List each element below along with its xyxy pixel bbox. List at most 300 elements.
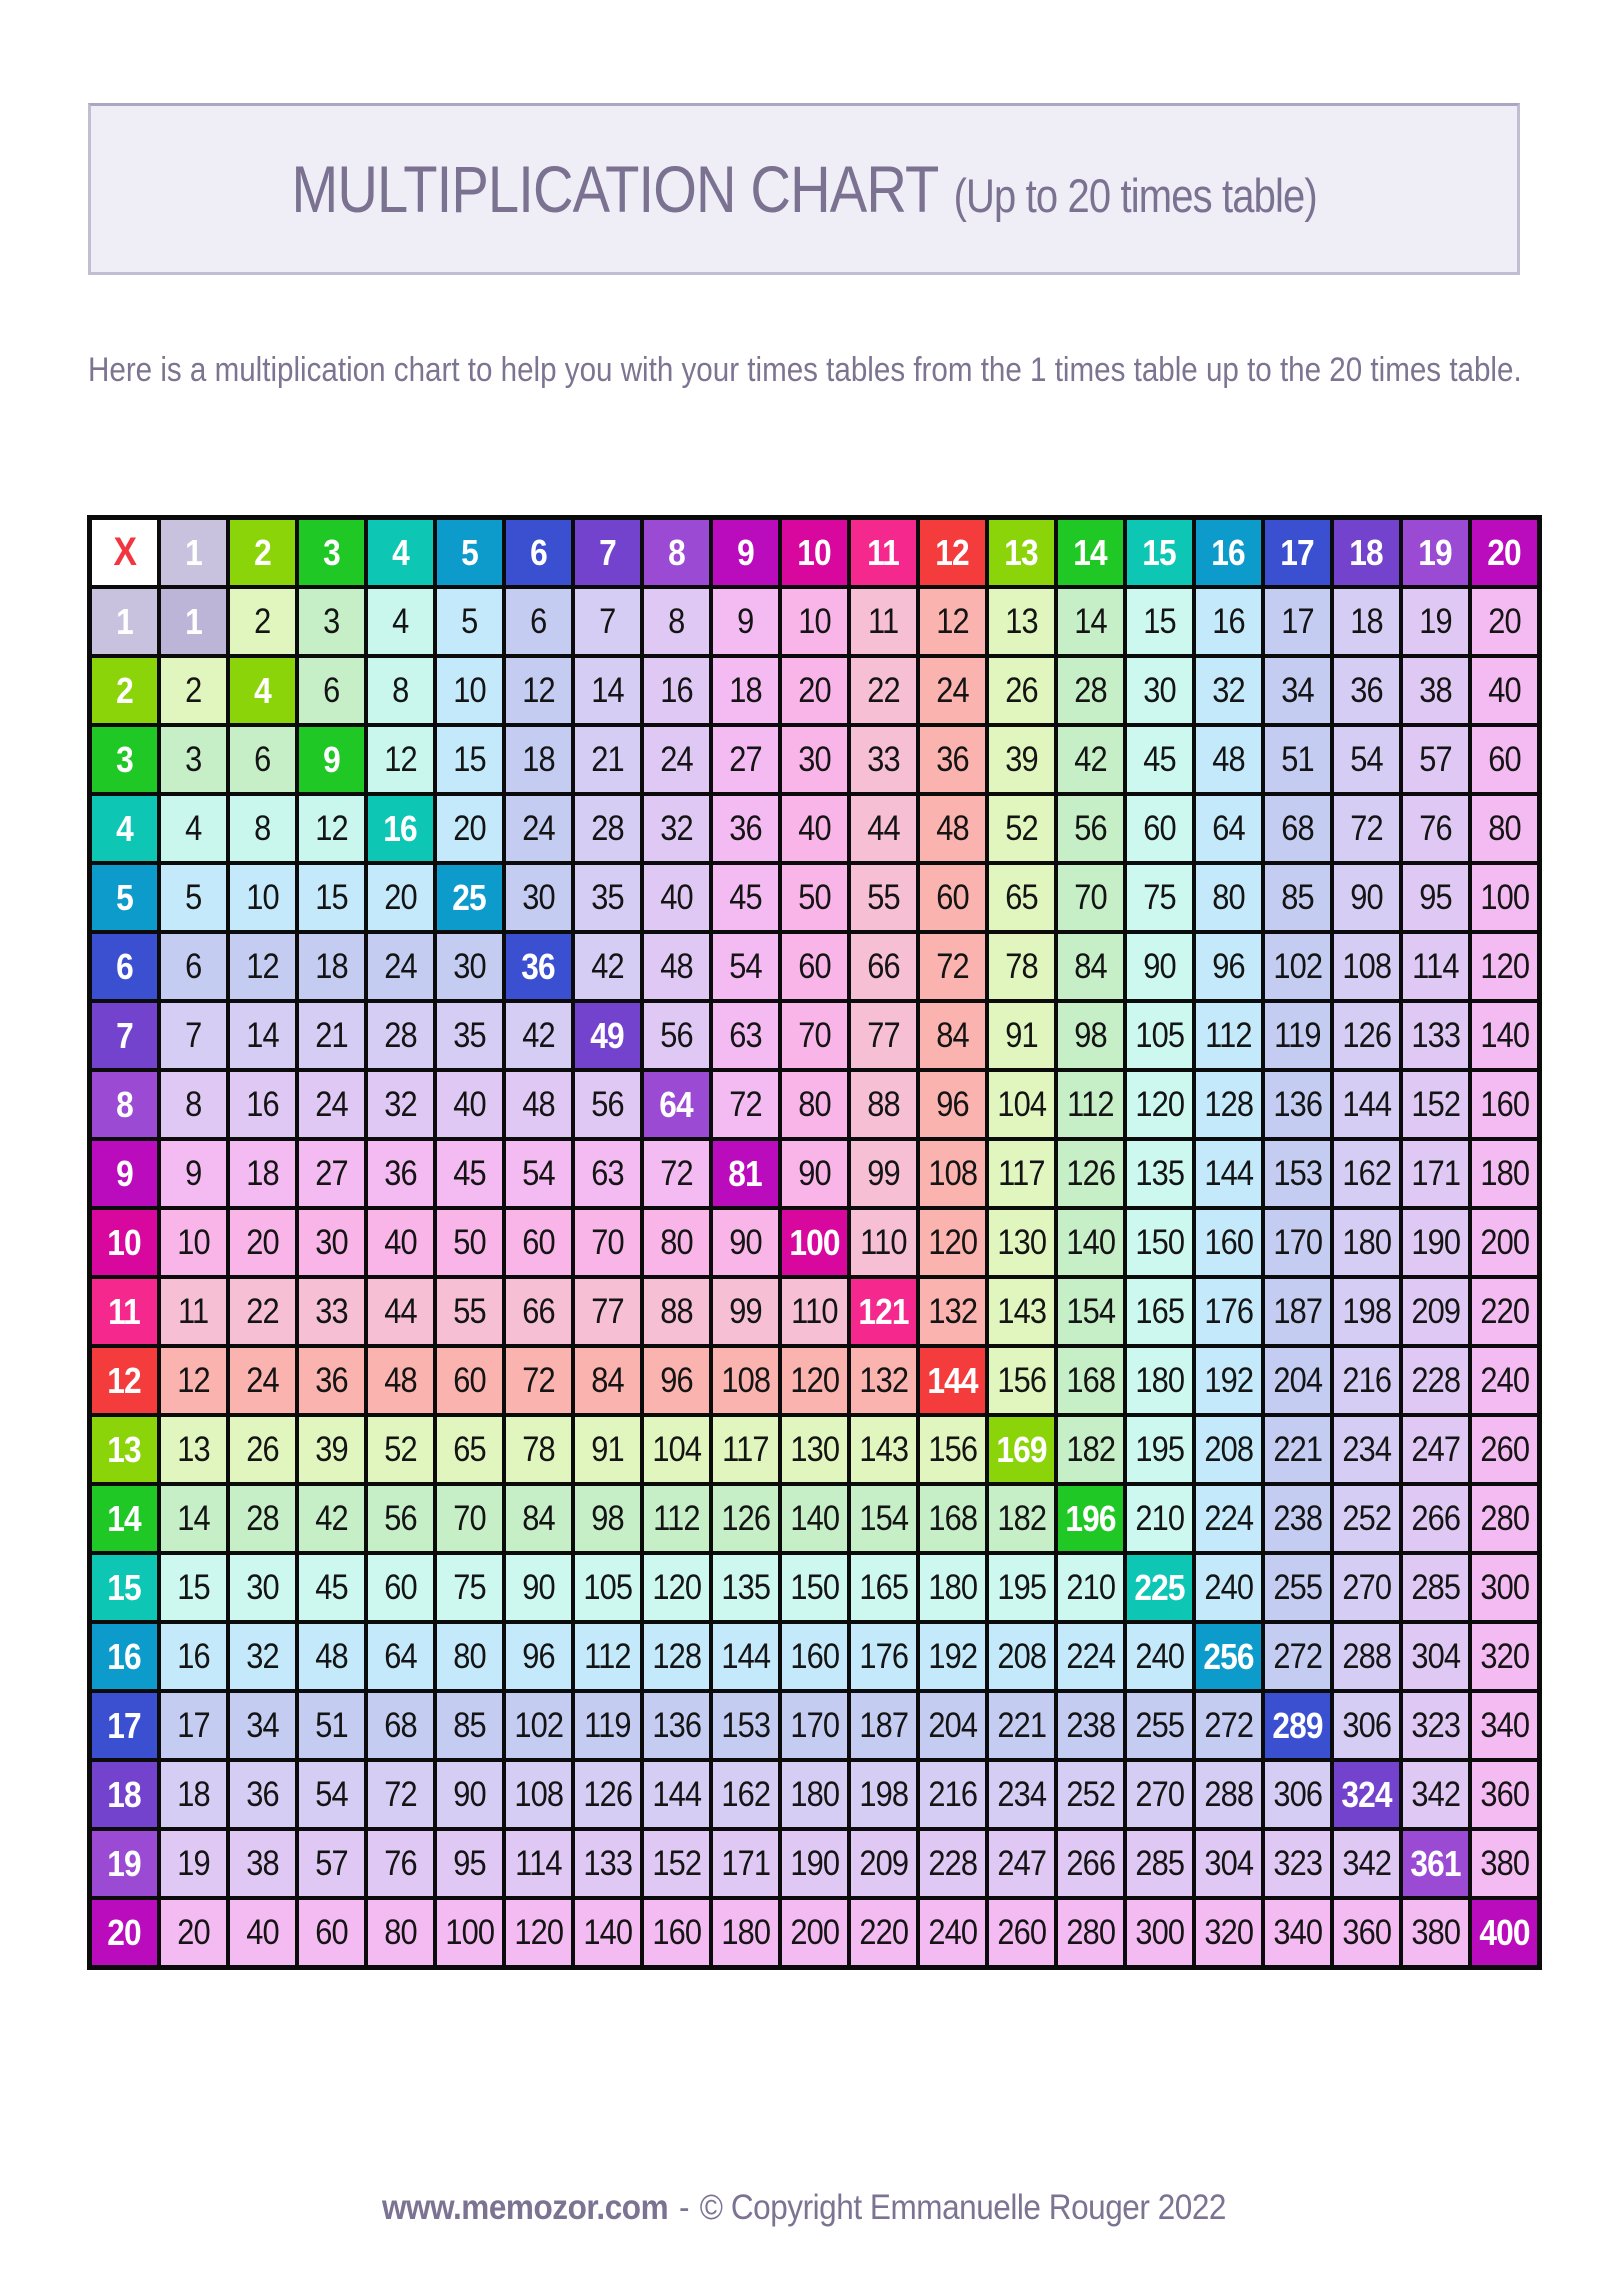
row-header-cell: 6: [92, 934, 157, 999]
product-cell: 17: [1265, 589, 1330, 654]
product-cell: 48: [299, 1624, 364, 1689]
product-cell: 102: [1265, 934, 1330, 999]
product-cell: 136: [644, 1693, 709, 1758]
product-cell: 144: [1334, 1072, 1399, 1137]
row-header-cell: 4: [92, 796, 157, 861]
product-cell: 20: [1472, 589, 1537, 654]
product-cell: 140: [575, 1900, 640, 1965]
row-header-cell: 3: [92, 727, 157, 792]
product-cell: 14: [161, 1486, 226, 1551]
product-cell: 180: [782, 1762, 847, 1827]
product-cell: 152: [644, 1831, 709, 1896]
product-cell: 270: [1334, 1555, 1399, 1620]
product-cell: 228: [1403, 1348, 1468, 1413]
product-cell: 24: [368, 934, 433, 999]
product-cell: 18: [299, 934, 364, 999]
product-cell: 10: [230, 865, 295, 930]
product-cell: 9: [713, 589, 778, 654]
product-cell: 108: [1334, 934, 1399, 999]
diagonal-square-cell: 196: [1058, 1486, 1123, 1551]
product-cell: 32: [1196, 658, 1261, 723]
product-cell: 170: [1265, 1210, 1330, 1275]
row-header-cell: 11: [92, 1279, 157, 1344]
product-cell: 6: [161, 934, 226, 999]
row-header-cell: 10: [92, 1210, 157, 1275]
column-header-cell: 6: [506, 520, 571, 585]
product-cell: 280: [1058, 1900, 1123, 1965]
product-cell: 380: [1472, 1831, 1537, 1896]
product-cell: 55: [851, 865, 916, 930]
product-cell: 12: [299, 796, 364, 861]
product-cell: 176: [1196, 1279, 1261, 1344]
product-cell: 247: [1403, 1417, 1468, 1482]
product-cell: 105: [575, 1555, 640, 1620]
product-cell: 2: [230, 589, 295, 654]
product-cell: 180: [1472, 1141, 1537, 1206]
product-cell: 3: [161, 727, 226, 792]
row-header-cell: 5: [92, 865, 157, 930]
product-cell: 40: [1472, 658, 1537, 723]
product-cell: 18: [506, 727, 571, 792]
product-cell: 100: [437, 1900, 502, 1965]
product-cell: 48: [920, 796, 985, 861]
product-cell: 72: [368, 1762, 433, 1827]
product-cell: 68: [1265, 796, 1330, 861]
product-cell: 50: [782, 865, 847, 930]
diagonal-square-cell: 289: [1265, 1693, 1330, 1758]
product-cell: 26: [989, 658, 1054, 723]
product-cell: 60: [368, 1555, 433, 1620]
product-cell: 120: [782, 1348, 847, 1413]
product-cell: 8: [230, 796, 295, 861]
product-cell: 51: [299, 1693, 364, 1758]
product-cell: 200: [1472, 1210, 1537, 1275]
column-header-cell: 15: [1127, 520, 1192, 585]
product-cell: 285: [1403, 1555, 1468, 1620]
product-cell: 15: [437, 727, 502, 792]
product-cell: 12: [920, 589, 985, 654]
product-cell: 32: [644, 796, 709, 861]
column-header-cell: 19: [1403, 520, 1468, 585]
product-cell: 32: [368, 1072, 433, 1137]
product-cell: 112: [1196, 1003, 1261, 1068]
product-cell: 30: [299, 1210, 364, 1275]
row-header-cell: 16: [92, 1624, 157, 1689]
product-cell: 96: [644, 1348, 709, 1413]
product-cell: 240: [1127, 1624, 1192, 1689]
product-cell: 90: [782, 1141, 847, 1206]
row-header-cell: 14: [92, 1486, 157, 1551]
product-cell: 60: [437, 1348, 502, 1413]
product-cell: 90: [1334, 865, 1399, 930]
product-cell: 132: [920, 1279, 985, 1344]
product-cell: 360: [1334, 1900, 1399, 1965]
product-cell: 72: [1334, 796, 1399, 861]
product-cell: 30: [230, 1555, 295, 1620]
product-cell: 126: [1058, 1141, 1123, 1206]
diagonal-square-cell: 225: [1127, 1555, 1192, 1620]
product-cell: 2: [161, 658, 226, 723]
product-cell: 11: [851, 589, 916, 654]
product-cell: 54: [506, 1141, 571, 1206]
product-cell: 10: [782, 589, 847, 654]
column-header-cell: 9: [713, 520, 778, 585]
product-cell: 65: [437, 1417, 502, 1482]
product-cell: 80: [368, 1900, 433, 1965]
product-cell: 168: [920, 1486, 985, 1551]
column-header-cell: 5: [437, 520, 502, 585]
product-cell: 24: [506, 796, 571, 861]
product-cell: 247: [989, 1831, 1054, 1896]
product-cell: 7: [575, 589, 640, 654]
product-cell: 234: [1334, 1417, 1399, 1482]
row-header-cell: 9: [92, 1141, 157, 1206]
product-cell: 340: [1472, 1693, 1537, 1758]
product-cell: 12: [161, 1348, 226, 1413]
product-cell: 136: [1265, 1072, 1330, 1137]
row-header-cell: 15: [92, 1555, 157, 1620]
product-cell: 16: [230, 1072, 295, 1137]
product-cell: 187: [851, 1693, 916, 1758]
product-cell: 13: [989, 589, 1054, 654]
product-cell: 100: [1472, 865, 1537, 930]
product-cell: 30: [1127, 658, 1192, 723]
product-cell: 20: [782, 658, 847, 723]
product-cell: 216: [920, 1762, 985, 1827]
product-cell: 342: [1334, 1831, 1399, 1896]
product-cell: 108: [713, 1348, 778, 1413]
product-cell: 52: [989, 796, 1054, 861]
product-cell: 99: [851, 1141, 916, 1206]
product-cell: 18: [713, 658, 778, 723]
product-cell: 224: [1196, 1486, 1261, 1551]
product-cell: 90: [1127, 934, 1192, 999]
product-cell: 18: [1334, 589, 1399, 654]
row-header-cell: 18: [92, 1762, 157, 1827]
product-cell: 320: [1472, 1624, 1537, 1689]
product-cell: 126: [575, 1762, 640, 1827]
column-header-cell: 1: [161, 520, 226, 585]
column-header-cell: 18: [1334, 520, 1399, 585]
product-cell: 6: [506, 589, 571, 654]
product-cell: 154: [851, 1486, 916, 1551]
product-cell: 56: [1058, 796, 1123, 861]
product-cell: 15: [1127, 589, 1192, 654]
product-cell: 320: [1196, 1900, 1261, 1965]
product-cell: 77: [851, 1003, 916, 1068]
product-cell: 13: [161, 1417, 226, 1482]
product-cell: 91: [575, 1417, 640, 1482]
product-cell: 24: [920, 658, 985, 723]
product-cell: 88: [644, 1279, 709, 1344]
intro-text: Here is a multiplication chart to help you with your times tables from the 1 times table up to the 20 times table.: [88, 351, 1522, 389]
product-cell: 255: [1265, 1555, 1330, 1620]
product-cell: 33: [299, 1279, 364, 1344]
product-cell: 60: [506, 1210, 571, 1275]
product-cell: 6: [230, 727, 295, 792]
product-cell: 342: [1403, 1762, 1468, 1827]
product-cell: 160: [1196, 1210, 1261, 1275]
product-cell: 24: [644, 727, 709, 792]
footer-site: www.memozor.com: [381, 2188, 669, 2227]
product-cell: 216: [1334, 1348, 1399, 1413]
product-cell: 16: [161, 1624, 226, 1689]
product-cell: 210: [1058, 1555, 1123, 1620]
product-cell: 60: [1472, 727, 1537, 792]
product-cell: 80: [1196, 865, 1261, 930]
product-cell: 50: [437, 1210, 502, 1275]
product-cell: 200: [782, 1900, 847, 1965]
product-cell: 144: [713, 1624, 778, 1689]
product-cell: 220: [1472, 1279, 1537, 1344]
product-cell: 64: [1196, 796, 1261, 861]
product-cell: 190: [782, 1831, 847, 1896]
title-main: MULTIPLICATION CHART: [291, 152, 939, 226]
product-cell: 162: [1334, 1141, 1399, 1206]
product-cell: 45: [1127, 727, 1192, 792]
product-cell: 36: [230, 1762, 295, 1827]
product-cell: 72: [713, 1072, 778, 1137]
product-cell: 8: [368, 658, 433, 723]
product-cell: 165: [1127, 1279, 1192, 1344]
product-cell: 44: [851, 796, 916, 861]
product-cell: 16: [644, 658, 709, 723]
diagonal-square-cell: 49: [575, 1003, 640, 1068]
product-cell: 280: [1472, 1486, 1537, 1551]
product-cell: 234: [989, 1762, 1054, 1827]
product-cell: 130: [782, 1417, 847, 1482]
product-cell: 105: [1127, 1003, 1192, 1068]
product-cell: 208: [1196, 1417, 1261, 1482]
product-cell: 304: [1403, 1624, 1468, 1689]
product-cell: 78: [989, 934, 1054, 999]
product-cell: 156: [989, 1348, 1054, 1413]
product-cell: 12: [230, 934, 295, 999]
product-cell: 19: [1403, 589, 1468, 654]
product-cell: 209: [1403, 1279, 1468, 1344]
product-cell: 84: [920, 1003, 985, 1068]
product-cell: 80: [437, 1624, 502, 1689]
row-header-cell: 2: [92, 658, 157, 723]
product-cell: 52: [368, 1417, 433, 1482]
title-sub: (Up to 20 times table): [953, 169, 1317, 222]
product-cell: 27: [713, 727, 778, 792]
product-cell: 80: [644, 1210, 709, 1275]
product-cell: 40: [644, 865, 709, 930]
product-cell: 120: [1472, 934, 1537, 999]
product-cell: 56: [644, 1003, 709, 1068]
product-cell: 180: [713, 1900, 778, 1965]
product-cell: 220: [851, 1900, 916, 1965]
product-cell: 36: [920, 727, 985, 792]
product-cell: 10: [437, 658, 502, 723]
product-cell: 24: [230, 1348, 295, 1413]
product-cell: 96: [920, 1072, 985, 1137]
product-cell: 266: [1403, 1486, 1468, 1551]
diagonal-square-cell: 25: [437, 865, 502, 930]
product-cell: 85: [1265, 865, 1330, 930]
product-cell: 6: [299, 658, 364, 723]
column-header-cell: 4: [368, 520, 433, 585]
product-cell: 112: [644, 1486, 709, 1551]
product-cell: 36: [1334, 658, 1399, 723]
product-cell: 192: [1196, 1348, 1261, 1413]
product-cell: 48: [1196, 727, 1261, 792]
product-cell: 40: [368, 1210, 433, 1275]
product-cell: 33: [851, 727, 916, 792]
product-cell: 44: [368, 1279, 433, 1344]
product-cell: 221: [989, 1693, 1054, 1758]
diagonal-square-cell: 81: [713, 1141, 778, 1206]
product-cell: 108: [920, 1141, 985, 1206]
product-cell: 70: [575, 1210, 640, 1275]
product-cell: 19: [161, 1831, 226, 1896]
product-cell: 96: [506, 1624, 571, 1689]
product-cell: 323: [1403, 1693, 1468, 1758]
product-cell: 60: [782, 934, 847, 999]
diagonal-square-cell: 256: [1196, 1624, 1261, 1689]
product-cell: 28: [368, 1003, 433, 1068]
product-cell: 30: [506, 865, 571, 930]
diagonal-square-cell: 324: [1334, 1762, 1399, 1827]
column-header-cell: 12: [920, 520, 985, 585]
product-cell: 42: [299, 1486, 364, 1551]
diagonal-square-cell: 169: [989, 1417, 1054, 1482]
product-cell: 36: [368, 1141, 433, 1206]
row-header-cell: 12: [92, 1348, 157, 1413]
product-cell: 98: [575, 1486, 640, 1551]
product-cell: 70: [782, 1003, 847, 1068]
diagonal-square-cell: 361: [1403, 1831, 1468, 1896]
product-cell: 4: [161, 796, 226, 861]
product-cell: 143: [851, 1417, 916, 1482]
product-cell: 266: [1058, 1831, 1123, 1896]
product-cell: 85: [437, 1693, 502, 1758]
product-cell: 12: [368, 727, 433, 792]
product-cell: 80: [782, 1072, 847, 1137]
diagonal-square-cell: 144: [920, 1348, 985, 1413]
product-cell: 182: [989, 1486, 1054, 1551]
footer-separator: -: [678, 2188, 689, 2227]
product-cell: 14: [1058, 589, 1123, 654]
product-cell: 160: [1472, 1072, 1537, 1137]
product-cell: 114: [506, 1831, 571, 1896]
product-cell: 133: [1403, 1003, 1468, 1068]
product-cell: 18: [161, 1762, 226, 1827]
product-cell: 304: [1196, 1831, 1261, 1896]
product-cell: 190: [1403, 1210, 1468, 1275]
product-cell: 20: [437, 796, 502, 861]
product-cell: 96: [1196, 934, 1261, 999]
product-cell: 57: [299, 1831, 364, 1896]
product-cell: 360: [1472, 1762, 1537, 1827]
diagonal-square-cell: 16: [368, 796, 433, 861]
product-cell: 180: [1127, 1348, 1192, 1413]
diagonal-square-cell: 9: [299, 727, 364, 792]
product-cell: 20: [230, 1210, 295, 1275]
column-header-cell: 13: [989, 520, 1054, 585]
product-cell: 198: [851, 1762, 916, 1827]
product-cell: 56: [368, 1486, 433, 1551]
product-cell: 144: [644, 1762, 709, 1827]
title-box: [88, 103, 1520, 275]
product-cell: 7: [161, 1003, 226, 1068]
product-cell: 57: [1403, 727, 1468, 792]
product-cell: 204: [920, 1693, 985, 1758]
product-cell: 306: [1265, 1762, 1330, 1827]
product-cell: 11: [161, 1279, 226, 1344]
product-cell: 104: [644, 1417, 709, 1482]
product-cell: 3: [299, 589, 364, 654]
product-cell: 51: [1265, 727, 1330, 792]
product-cell: 15: [299, 865, 364, 930]
product-cell: 144: [1196, 1141, 1261, 1206]
product-cell: 120: [1127, 1072, 1192, 1137]
product-cell: 117: [989, 1141, 1054, 1206]
product-cell: 91: [989, 1003, 1054, 1068]
column-header-cell: 10: [782, 520, 847, 585]
product-cell: 176: [851, 1624, 916, 1689]
product-cell: 165: [851, 1555, 916, 1620]
product-cell: 12: [506, 658, 571, 723]
product-cell: 140: [782, 1486, 847, 1551]
product-cell: 63: [713, 1003, 778, 1068]
product-cell: 171: [713, 1831, 778, 1896]
product-cell: 17: [161, 1693, 226, 1758]
product-cell: 84: [575, 1348, 640, 1413]
product-cell: 204: [1265, 1348, 1330, 1413]
product-cell: 153: [713, 1693, 778, 1758]
diagonal-square-cell: 400: [1472, 1900, 1537, 1965]
page-title: [291, 151, 1316, 227]
product-cell: 208: [989, 1624, 1054, 1689]
product-cell: 84: [1058, 934, 1123, 999]
product-cell: 221: [1265, 1417, 1330, 1482]
product-cell: 42: [506, 1003, 571, 1068]
diagonal-square-cell: 36: [506, 934, 571, 999]
product-cell: 10: [161, 1210, 226, 1275]
product-cell: 153: [1265, 1141, 1330, 1206]
product-cell: 34: [230, 1693, 295, 1758]
diagonal-square-cell: 1: [161, 589, 226, 654]
product-cell: 30: [782, 727, 847, 792]
product-cell: 27: [299, 1141, 364, 1206]
product-cell: 66: [506, 1279, 571, 1344]
product-cell: 68: [368, 1693, 433, 1758]
product-cell: 15: [161, 1555, 226, 1620]
product-cell: 300: [1472, 1555, 1537, 1620]
product-cell: 240: [1472, 1348, 1537, 1413]
product-cell: 56: [575, 1072, 640, 1137]
product-cell: 133: [575, 1831, 640, 1896]
product-cell: 63: [575, 1141, 640, 1206]
product-cell: 77: [575, 1279, 640, 1344]
product-cell: 156: [920, 1417, 985, 1482]
product-cell: 21: [575, 727, 640, 792]
product-cell: 35: [575, 865, 640, 930]
product-cell: 104: [989, 1072, 1054, 1137]
product-cell: 76: [368, 1831, 433, 1896]
product-cell: 119: [575, 1693, 640, 1758]
product-cell: 114: [1403, 934, 1468, 999]
product-cell: 240: [1196, 1555, 1261, 1620]
product-cell: 192: [920, 1624, 985, 1689]
column-header-cell: 7: [575, 520, 640, 585]
column-header-cell: 3: [299, 520, 364, 585]
corner-cell: X: [92, 520, 157, 585]
product-cell: 160: [644, 1900, 709, 1965]
product-cell: 90: [437, 1762, 502, 1827]
